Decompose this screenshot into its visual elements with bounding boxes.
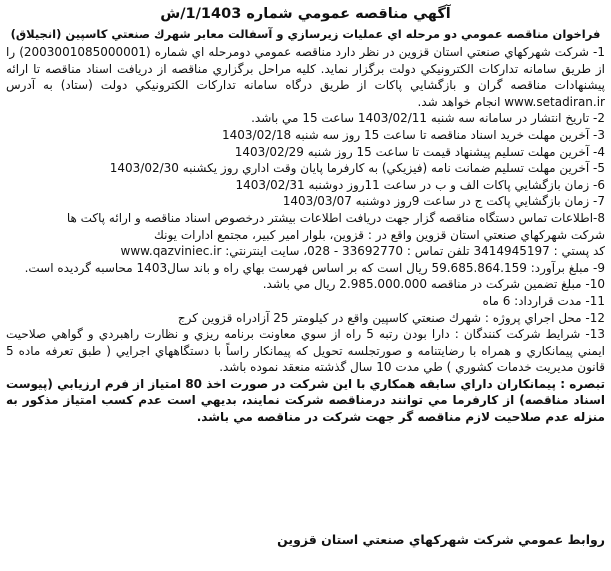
- notice-item: شركت شهركهاي صنعتي استان قزوين واقع در : قزوين، بلوار امير كبير، مجتمع ادارات يونك: [154, 227, 605, 242]
- notice-item: 6- زمان بازگشايي پاكات الف و ب در ساعت 11روز دوشنبه 1403/02/31: [235, 177, 605, 192]
- notice-item: 10- مبلغ تضمين شركت در مناقصه 2.985.000.000 ريال مي باشد.: [262, 277, 605, 292]
- notice-subtitle: فراخوان مناقصه عمومي دو مرحله اي عمليات زيرسازي و آسفالت معابر شهرك صنعتي كاسپين (انجيلاق): [10, 27, 601, 41]
- notice-item: 1- شركت شهركهاي صنعتي استان قزوين در نظر دارد مناقصه عمومي دومرحله اي شماره (2003001085000001) را از طريق سامانه تداركات الكترونيكي دولت برگزار نمايد. كليه مراحل برگزاري مناقصه از دريافت اسناد مناقصه تا ارائه پيشنهادات مناقصه گران و بازگشايي پاكات از طريق درگاه سامانه تداركات الكترونيكي دولت (ستاد) به آدرس www.setadiran.ir انجام خواهد شد.: [6, 45, 605, 109]
- notice-item: كد پستي : 3414945197 تلفن تماس : 33692770 - 028، سايت اينترنتي: www.qazviniec.ir: [120, 244, 605, 259]
- notice-item: 8-اطلاعات تماس دستگاه مناقصه گزار جهت دريافت اطلاعات بيشتر درخصوص اسناد مناقصه و ارائه پاكت ها: [66, 210, 605, 225]
- notice-item: 2- تاريخ انتشار در سامانه سه شنبه 1403/02/11 ساعت 15 مي باشد.: [251, 111, 605, 126]
- notice-item: تبصره : پيمانكاران داراي سابقه همكاري با اين شركت در صورت اخذ 80 امتياز از فرم ارزيابي (پيوست اسناد مناقصه) از كارفرما مي توانند درمناقصه شركت نمايند، بديهي است عدم كسب امتياز مذكور به منزله عدم صلاحيت لازم مناقصه گر جهت شركت در مناقصه مي باشد.: [6, 376, 605, 425]
- notice-item: 3- آخرين مهلت خريد اسناد مناقصه تا ساعت 15 روز سه شنبه 1403/02/18: [222, 127, 605, 142]
- notice-item: 9- مبلغ برآورد: 59.685.864.159 ريال است كه بر اساس فهرست بهاي راه و باند سال1403 محاسبه گرديده است.: [24, 260, 605, 275]
- notice-item: 12- محل اجراي پروژه : شهرك صنعتي كاسپين واقع در كيلومتر 25 آزادراه قزوين كرج: [177, 310, 605, 325]
- notice-footer: روابط عمومي شركت شهركهاي صنعتي استان قزوين: [277, 532, 605, 547]
- notice-item: 4- آخرين مهلت تسليم پيشنهاد قيمت تا ساعت 15 روز شنبه 1403/02/29: [234, 144, 605, 159]
- notice-item: 7- زمان بازگشايي پاكت ج در ساعت 9روز دوشنبه 1403/03/07: [282, 194, 605, 209]
- notice-item: 5- آخرين مهلت تسليم ضمانت نامه (فيزيكي) به كارفرما پايان وقت اداري روز يكشنبه 1403/02/30: [109, 161, 605, 176]
- notice-item: 11- مدت قرارداد: 6 ماه: [482, 293, 605, 308]
- notice-items: [6, 44, 605, 426]
- notice-title: آگهي مناقصه عمومي شماره 1/1403/ش: [160, 6, 451, 22]
- notice-item: 13- شرايط شركت كنندگان : دارا بودن رتبه 5 راه از سوي معاونت برنامه ريزي و نظارت راهبردي و گواهي صلاحيت ايمني پيمانكاري و همراه با رضايتنامه و صورتجلسه تحويل كه پيمانكار راساً با دستگاههاي اجرايي ( طبق تعرفه ماده 5 قانون مديريت خدمات كشوري ) طي مدت 10 سال گذشته منعقد نموده باشد.: [6, 327, 605, 375]
